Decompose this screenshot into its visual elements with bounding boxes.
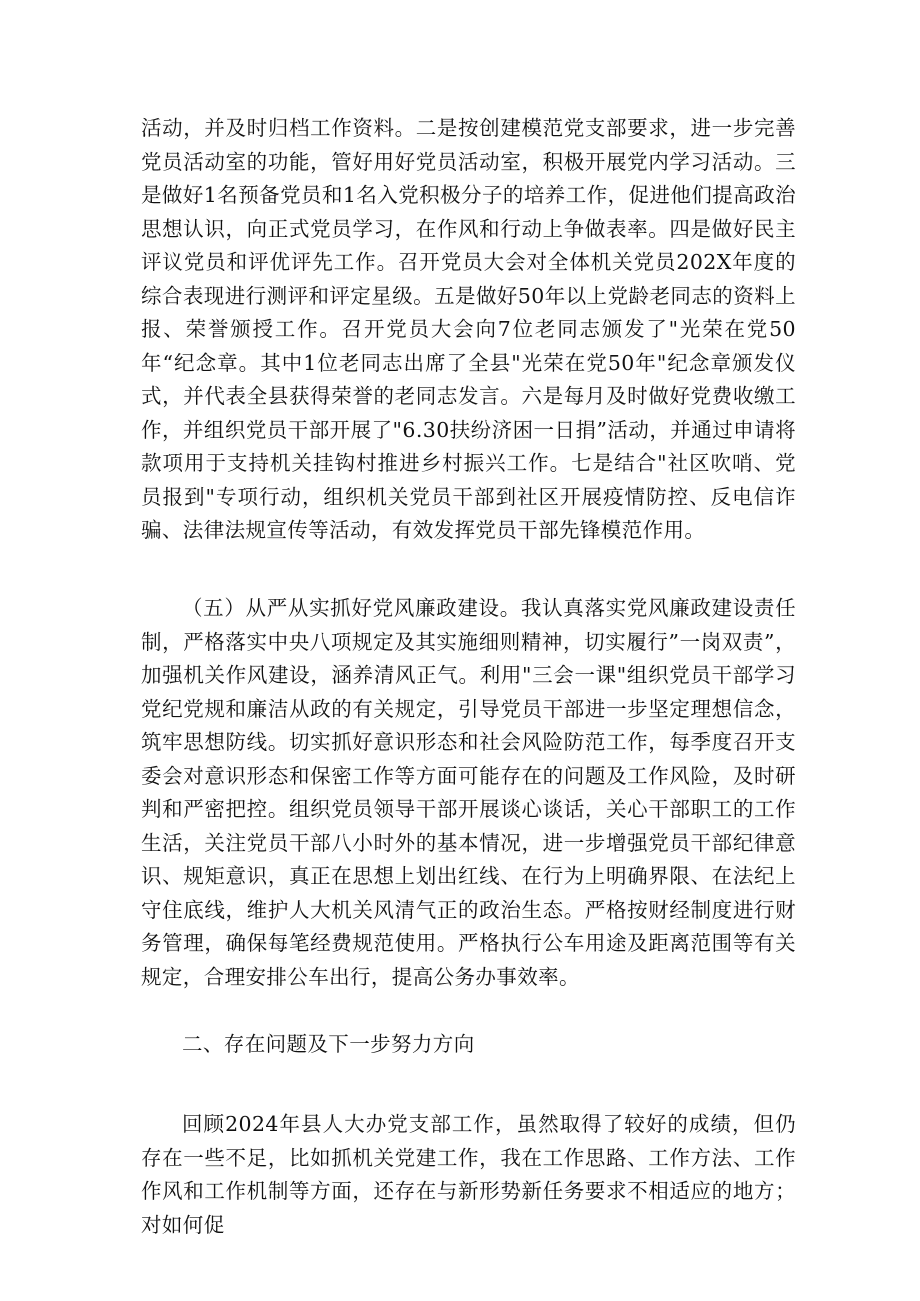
paragraph-review: 回顾2024年县人大办党支部工作，虽然取得了较好的成绩，但仍存在一些不足，比如抓机关党建工作，我在工作思路、工作方法、工作作风和工作机制等方面，还存在与新形势新任务要求不相适应的地方；对如何促 xyxy=(141,1112,796,1237)
paragraph-continued: 活动，并及时归档工作资料。二是按创建模范党支部要求，进一步完善党员活动室的功能，管好用好党员活动室，积极开展党内学习活动。三是做好1名预备党员和1名入党积极分子的培养工作，促进他们提高政治思想认识，向正式党员学习，在作风和行动上争做表率。四是做好民主评议党员和评优评先工作。召开党员大会对全体机关党员202X年度的综合表现进行测评和评定星级。五是做好50年以上党龄老同志的资料上报、荣誉颁授工作。召开党员大会向7位老同志颁发了"光荣在党50年“纪念章。其中1位老同志出席了全县"光荣在党50年"纪念章颁发仪式，并代表全县获得荣誉的老同志发言。六是每月及时做好党费收缴工作，并组织党员干部开展了"6.30扶纷济困一日捐”活动，并通过申请将款项用于支持机关挂钩村推进乡村振兴工作。七是结合"社区吹哨、党员报到"专项行动，组织机关党员干部到社区开展疫情防控、反电信诈骗、法律法规宣传等活动，有效发挥党员干部先锋模范作用。 xyxy=(141,116,796,542)
paragraph-party-conduct: （五）从严从实抓好党风廉政建设。我认真落实党风廉政建设责任制，严格落实中央八项规定及其实施细则精神，切实履行”一岗双责”，加强机关作风建设，涵养清风正气。利用"三会一课"组织党员干部学习党纪党规和廉洁从政的有关规定，引导党员干部进一步坚定理想信念，筑牢思想防线。切实抓好意识形态和社会风险防范工作，每季度召开支委会对意识形态和保密工作等方面可能存在的问题及工作风险，及时研判和严密把控。组织党员领导干部开展谈心谈话，关心干部职工的工作生活，关注党员干部八小时外的基本情况，进一步增强党员干部纪律意识、规矩意识，真正在思想上划出红线、在行为上明确界限、在法纪上守住底线，维护人大机关风清气正的政治生态。严格按财经制度进行财务管理，确保每笔经费规范使用。严格执行公车用途及距离范围等有关规定，合理安排公车出行，提高公务办事效率。 xyxy=(141,596,796,989)
section-heading: 二、存在问题及下一步努力方向 xyxy=(182,1032,475,1056)
